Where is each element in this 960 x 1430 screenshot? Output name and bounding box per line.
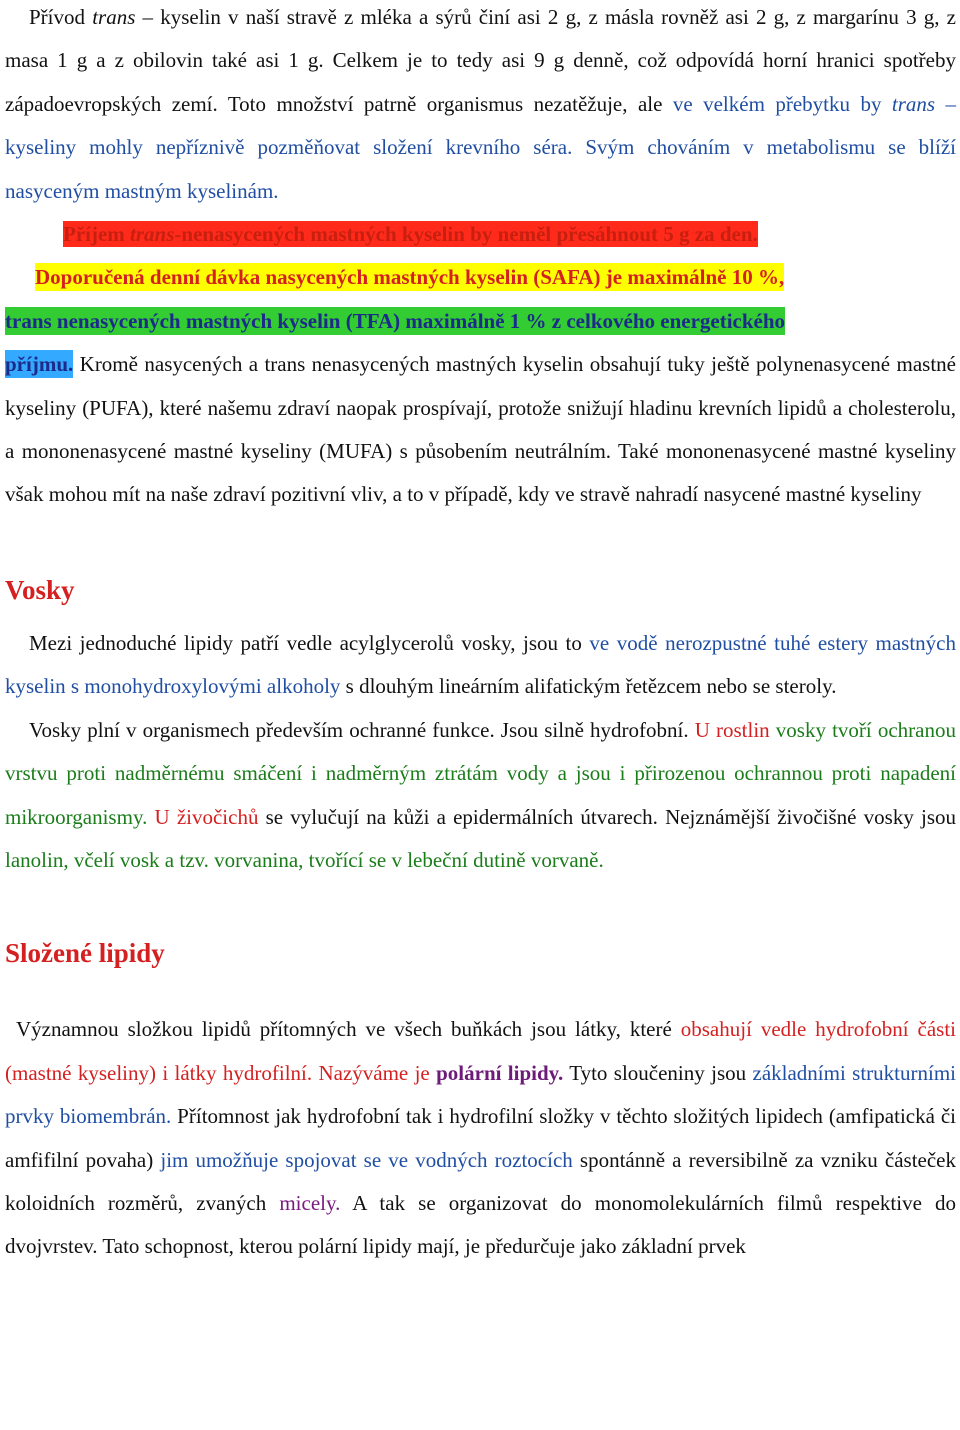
paragraph-slozene-lipidy	[5, 1008, 956, 1268]
text-run-blue: ve vodě nerozpustné tuhé estery mastných kyselin s monohydroxylovými alkoholy	[5, 630, 956, 699]
highlight-green-run: trans nenasycených mastných kyselin (TFA) maximálně 1 % z celkového energetického	[5, 308, 786, 333]
text-run-italic: trans	[92, 5, 136, 29]
text-run-blue: ve velkém přebytku by	[672, 91, 892, 116]
text-run: – kyselin v naší stravě z mléka a sýrů činí asi 2 g, z másla rovněž asi 2 g, z margarínu 3 g, z masa 1 g a z obilovin také asi 1 g. Celkem je to tedy asi 9 g denně, což odpovídá horní hranici spotřeby západoevropských zemí. Toto množství patrně organismus nezatěžuje, ale	[5, 5, 956, 116]
text-run: s dlouhým lineárním alifatickým řetězcem nebo se steroly.	[340, 674, 837, 699]
section-heading-vosky: Vosky	[5, 574, 75, 605]
text-run: Vosky plní v organismech především ochranné funkce. Jsou silně hydrofobní.	[29, 717, 695, 742]
text-run: Přítomnost jak hydrofobní tak i hydrofilní složky v těchto složitých lipidech (amfipatická či amfifilní povaha)	[5, 1104, 956, 1172]
text-run-green: vosky tvoří ochranou vrstvu proti nadměrnému smáčení i nadměrným ztrátám vody a jsou i přirozenou ochrannou proti napadení mikroorganismy.	[5, 717, 956, 829]
highlight-yellow-run: Doporučená denní dávka nasycených mastných kyselin (SAFA) je maximálně 10 %,	[35, 265, 785, 290]
paragraph-vosky-function	[5, 709, 956, 883]
section-heading-slozene-lipidy: Složené lipidy	[5, 938, 165, 969]
text-run: Přívod	[29, 5, 93, 29]
document-page	[5, 0, 956, 1269]
text-run-italic: trans	[130, 222, 175, 247]
text-run-blue: základními strukturními prvky biomembrán.	[5, 1060, 956, 1129]
text-run: spontánně a reversibilně za vzniku částeček koloidních rozměrů, zvaných	[5, 1147, 956, 1215]
paragraph-trans-fats	[5, 0, 956, 517]
text-run-blue: jim umožňuje spojovat se ve vodných roztocích	[160, 1147, 573, 1172]
text-run: Významnou složkou lipidů přítomných ve všech buňkách jsou látky, které	[16, 1017, 681, 1042]
text-run: Příjem	[63, 222, 131, 247]
paragraph-vosky-definition	[5, 622, 956, 709]
highlight-blue-run: příjmu.	[5, 352, 74, 377]
text-run: A tak se organizovat do monomolekulárních filmů respektive do dvojvrstev. Tato schopnost, kterou polární lipidy mají, je předurčuje jako základní prvek	[5, 1190, 956, 1259]
highlight-red-run	[63, 221, 758, 247]
text-run: Mezi jednoduché lipidy patří vedle acylglycerolů vosky, jsou to	[29, 630, 590, 655]
text-run: Kromě nasycených a trans nenasycených mastných kyselin obsahují tuky ještě polynenasycené mastné kyseliny (PUFA), které našemu zdraví naopak prospívají, protože snižují hladinu krevních lipidů a cholesterolu, a mononenasycené mastné kyseliny (MUFA) s působením neutrálním. Také mononenasycené mastné kyseliny však mohou mít na naše zdraví pozitivní vliv, a to v případě, kdy ve stravě nahradí nasycené mastné kyseliny	[5, 352, 956, 507]
text-run-blue-italic: trans	[891, 91, 936, 116]
text-run-red: U živočichů	[147, 804, 259, 829]
text-run-red: U rostlin	[694, 717, 770, 742]
text-run: se vylučují na kůži a epidermálních útvarech. Nejznámější živočišné vosky jsou	[258, 804, 957, 829]
text-run-bold-purple: polární lipidy.	[436, 1060, 564, 1085]
text-run: -nenasycených mastných kyselin by neměl přesáhnout 5 g za den.	[174, 222, 758, 247]
text-run-blue: – kyseliny mohly nepříznivě pozměňovat složení krevního séra. Svým chováním v metabolismu se blíží nasyceným mastným kyselinám.	[5, 91, 956, 203]
text-run: Tyto sloučeniny jsou	[563, 1060, 753, 1085]
text-run-purple: micely.	[279, 1190, 341, 1215]
text-run-green: lanolin, včelí vosk a tzv. vorvanina, tvořící se v lebeční dutině vorvaně.	[5, 847, 604, 872]
text-run-red: obsahují vedle hydrofobní části (mastné kyseliny) i látky hydrofilní. Nazýváme je	[5, 1017, 956, 1085]
